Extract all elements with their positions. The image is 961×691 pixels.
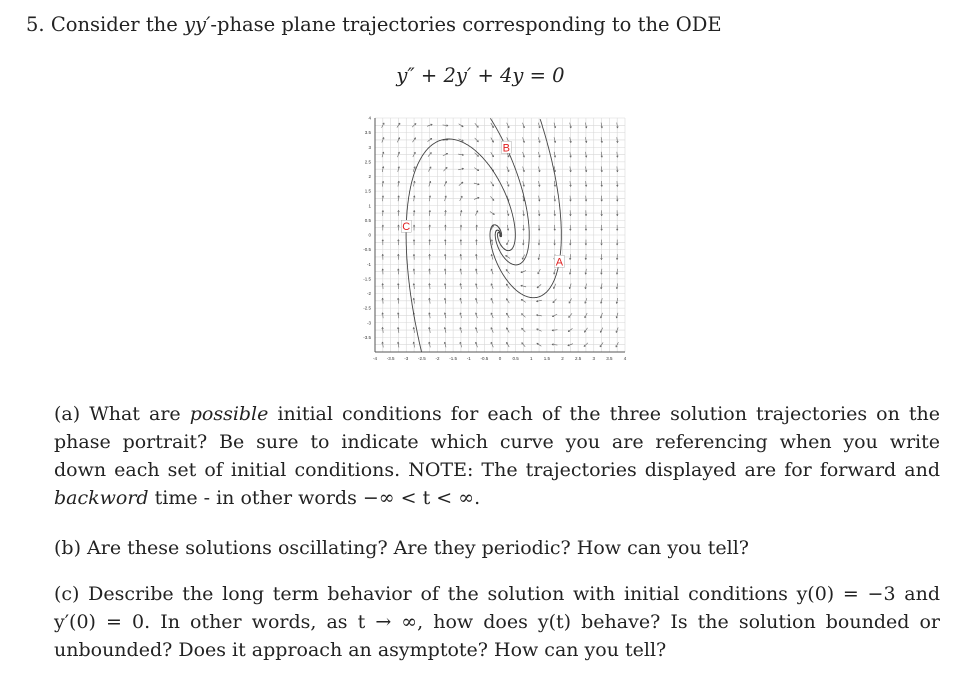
question-intro-after: -phase plane trajectories corresponding to the ODE xyxy=(210,13,722,36)
part-a-emphasis: possible xyxy=(189,403,269,425)
x-tick-label: -4 xyxy=(372,356,378,361)
part-a-line-2: phase portrait? Be sure to indicate which curve you are referencing when you write xyxy=(54,431,940,453)
x-tick-label: 1.5 xyxy=(543,356,551,361)
question-heading xyxy=(26,13,722,36)
x-tick-label: -3.5 xyxy=(386,356,395,361)
part-b xyxy=(54,534,940,562)
y-tick-label: -3.5 xyxy=(363,334,371,340)
phase-portrait-svg xyxy=(355,110,635,372)
part-a-line-4 xyxy=(54,484,940,512)
y-tick-label: -2 xyxy=(366,291,371,296)
x-tick-label: 4 xyxy=(623,356,627,361)
y-tick-label: 2.5 xyxy=(364,159,371,165)
part-a-l1a: (a) What are xyxy=(54,403,190,425)
part-b-text: (b) Are these solutions oscillating? Are they periodic? How can you tell? xyxy=(54,537,749,559)
y-tick-label: 3.5 xyxy=(364,130,371,136)
y-tick-label: -0.5 xyxy=(363,247,371,253)
y-tick-label: 0.5 xyxy=(364,217,371,223)
part-a xyxy=(54,400,940,512)
y-tick-label: -1 xyxy=(366,261,371,267)
part-a-line-1 xyxy=(54,400,940,428)
question-intro-before: Consider the xyxy=(50,13,184,36)
part-a-l1b: initial conditions for each of the three solution trajectories on the xyxy=(268,403,941,425)
part-c-line-1: (c) Describe the long term behavior of the solution with initial conditions y(0) = −3 and xyxy=(54,583,940,605)
y-tick-label: -1.5 xyxy=(363,276,371,282)
question-variable: yy′ xyxy=(183,13,211,36)
part-a-line-3: down each set of initial conditions. NOTE: The trajectories displayed are for forward and xyxy=(54,459,940,481)
x-tick-label: 2.5 xyxy=(574,356,582,361)
part-c-line-2: y′(0) = 0. In other words, as t → ∞, how does y(t) behave? Is the solution bounded or xyxy=(54,611,940,633)
y-tick-label: 4 xyxy=(368,115,371,121)
ode-equation: y″ + 2y′ + 4y = 0 xyxy=(396,64,565,87)
curve-label-a: A xyxy=(555,256,564,269)
y-tick-label: 1.5 xyxy=(364,188,371,194)
x-tick-label: -2.5 xyxy=(417,356,426,361)
question-number: 5. xyxy=(26,13,45,36)
x-tick-label: 2 xyxy=(561,356,564,361)
part-a-backword: backword xyxy=(54,487,149,509)
part-a-l4b: time - in other words −∞ < t < ∞. xyxy=(148,487,481,509)
y-tick-label: 1 xyxy=(368,203,371,209)
x-tick-label: -1 xyxy=(466,356,471,361)
x-tick-label: 3 xyxy=(592,356,596,361)
x-tick-label: 1 xyxy=(529,356,533,361)
x-tick-label: 0.5 xyxy=(512,356,519,361)
y-tick-label: 2 xyxy=(368,174,371,179)
y-tick-label: -2.5 xyxy=(363,305,371,311)
x-tick-label: -2 xyxy=(435,356,440,361)
curve-label-c: C xyxy=(402,221,411,234)
x-tick-label: -3 xyxy=(404,356,409,361)
part-c-line-3: unbounded? Does it approach an asymptote? How can you tell? xyxy=(54,639,667,661)
y-tick-label: 3 xyxy=(368,144,371,150)
curve-label-b: B xyxy=(502,142,510,155)
phase-portrait xyxy=(355,110,635,372)
y-tick-label: 0 xyxy=(368,232,371,238)
part-c xyxy=(54,580,940,664)
x-tick-label: -0.5 xyxy=(480,356,489,361)
y-tick-label: -3 xyxy=(366,320,371,326)
x-tick-label: 0 xyxy=(498,356,502,361)
x-tick-label: -1.5 xyxy=(449,356,458,361)
x-tick-label: 3.5 xyxy=(606,356,613,361)
